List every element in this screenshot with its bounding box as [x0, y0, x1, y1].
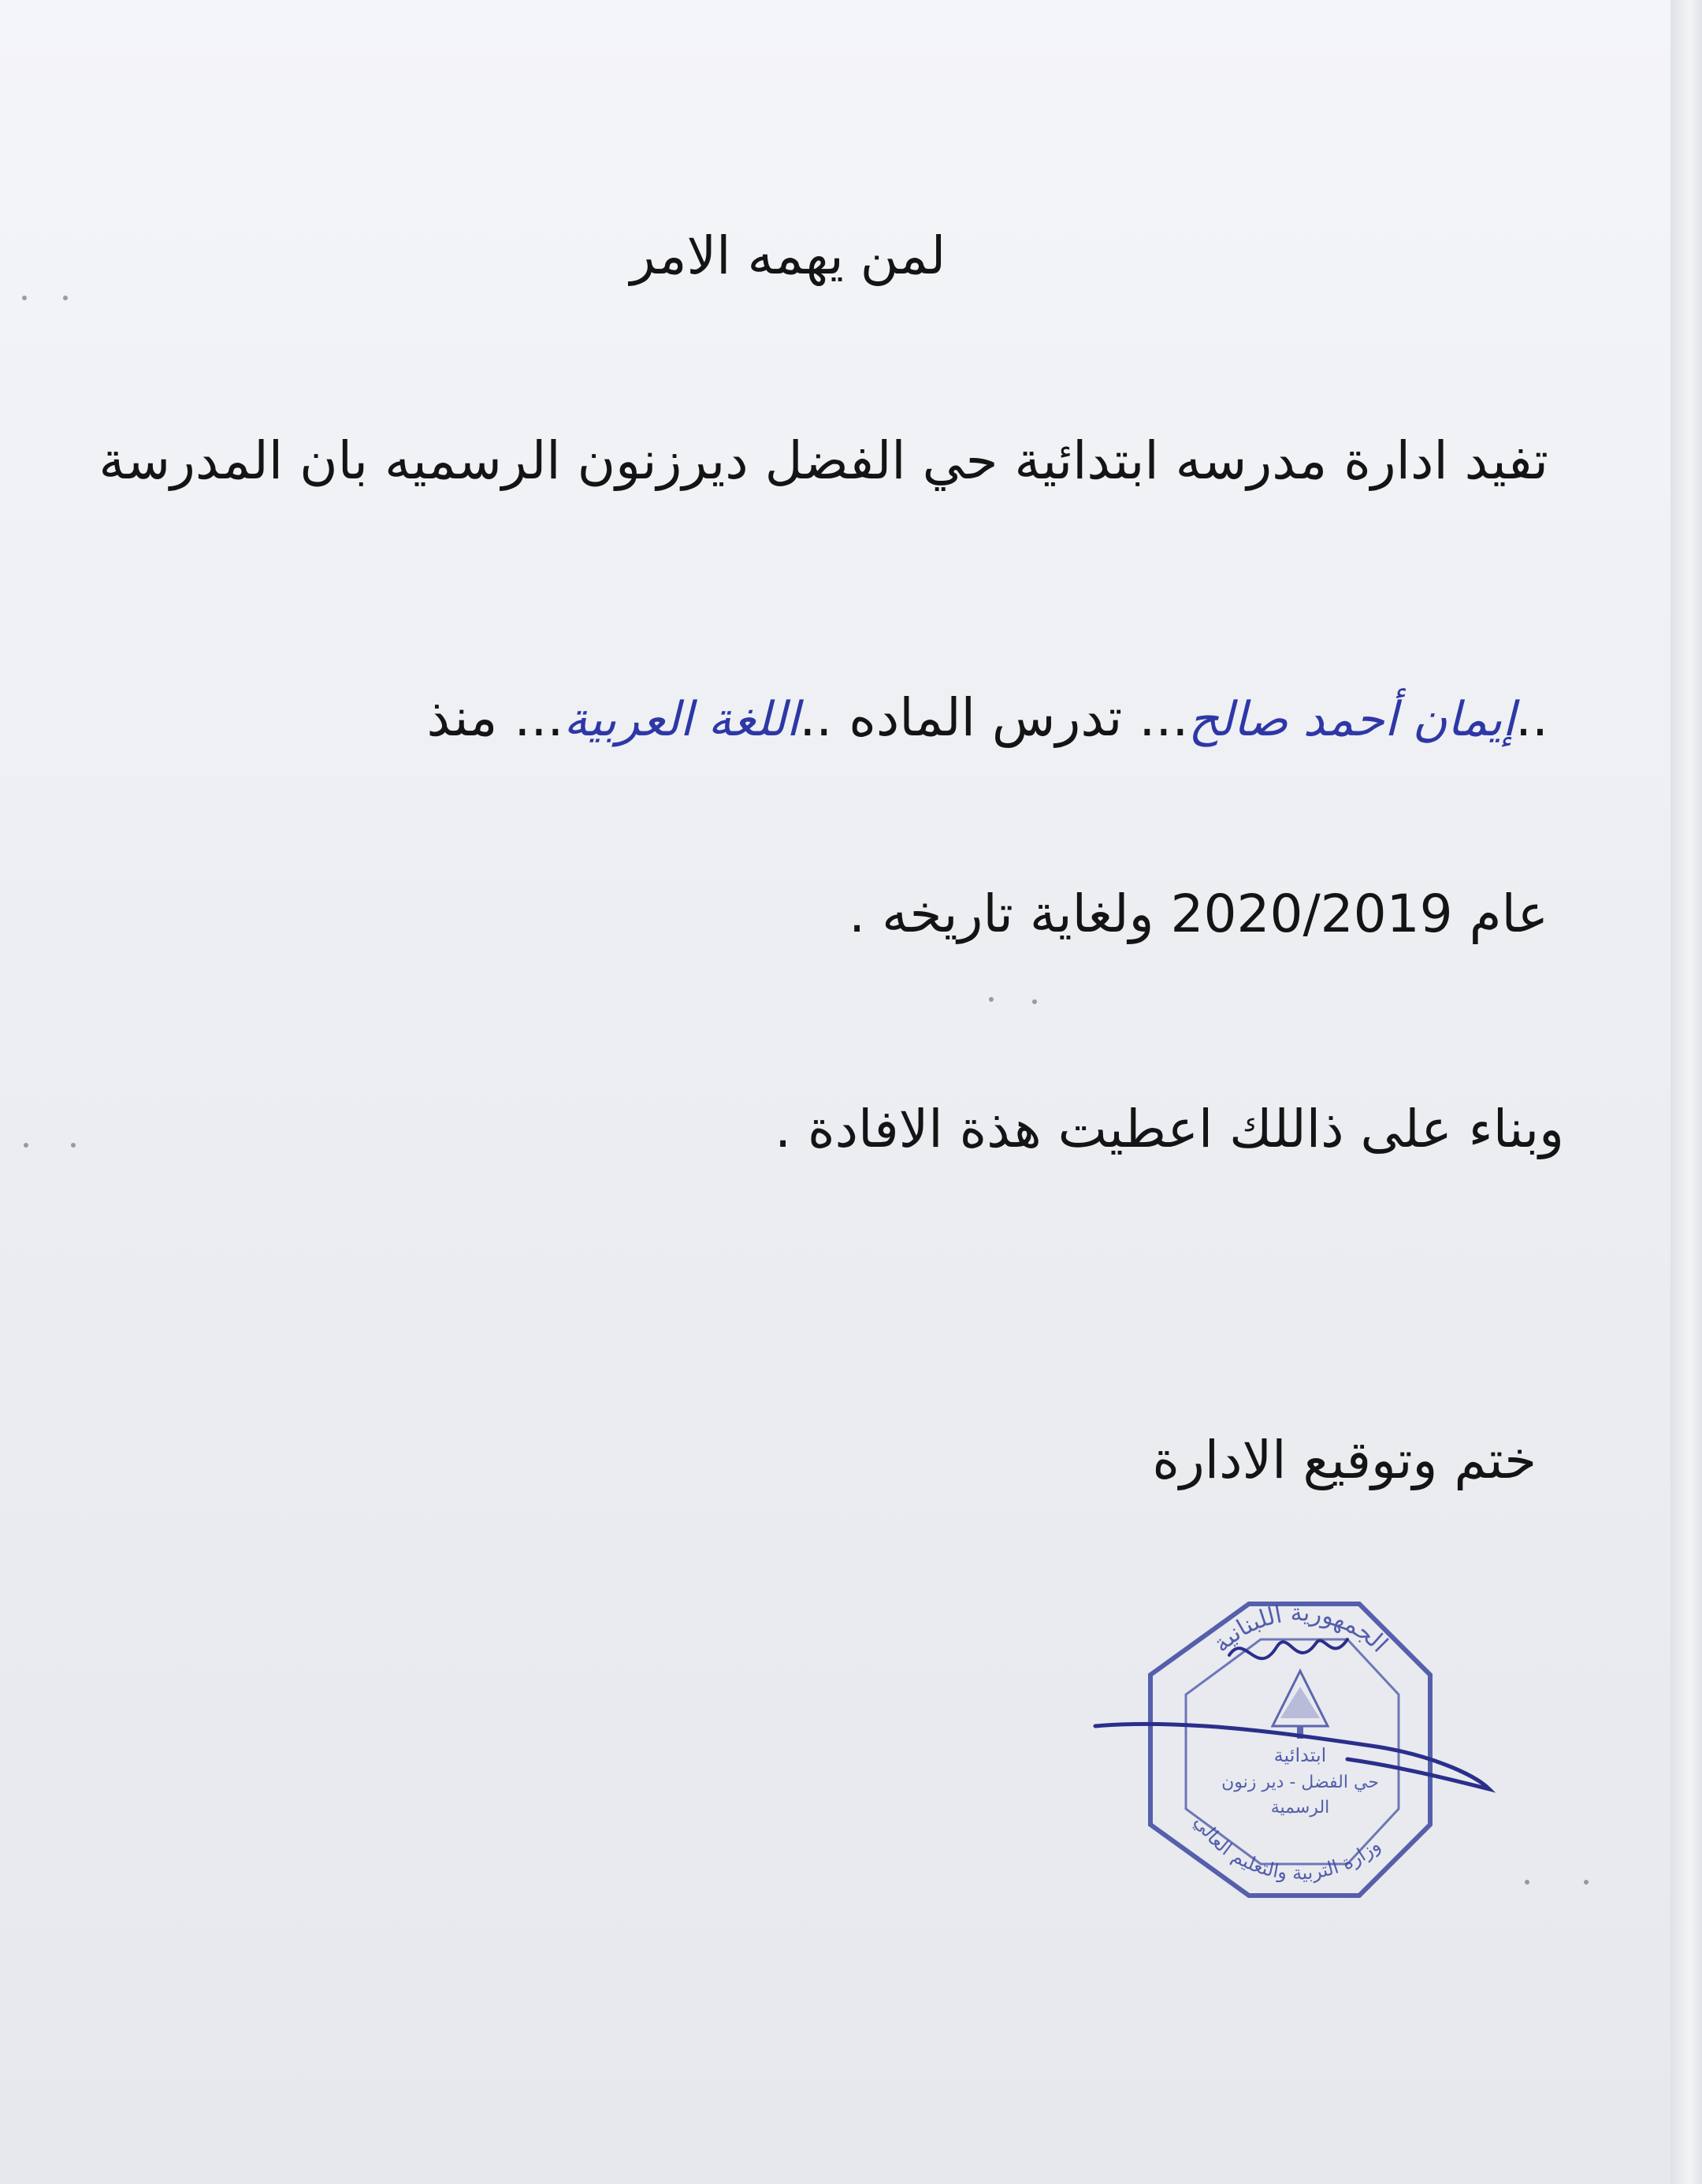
stamp-top-arc: الجمهورية اللبنانية: [1207, 1598, 1393, 1658]
stamp-line-1: ابتدائية: [1273, 1744, 1327, 1766]
body-line-4: وبناء على ذاللك اعطيت هذة الافادة .: [775, 1099, 1564, 1159]
stamp-line-2: حي الفضل - دير زنون: [1221, 1773, 1379, 1792]
speck: [1032, 999, 1037, 1004]
letter-heading: لمن يهمه الامر: [630, 225, 946, 286]
speck: [989, 997, 994, 1002]
speck: [1525, 1880, 1529, 1884]
speck: [24, 1143, 28, 1148]
body-line-2-mid: ... تدرس الماده ..: [799, 687, 1189, 748]
school-stamp: [1087, 1584, 1497, 1923]
body-line-1: تفيد ادارة مدرسه ابتدائية حي الفضل ديرزنون الرسميه بان المدرسة: [98, 430, 1548, 491]
paper-edge: [1670, 0, 1702, 2184]
speck: [22, 296, 27, 300]
cedar-tree-icon: [1273, 1671, 1328, 1739]
stamp-bottom-arc: وزارة التربية والتعليم العالي: [1189, 1811, 1385, 1884]
speck: [1584, 1880, 1589, 1884]
speck: [71, 1143, 76, 1148]
teacher-name-handwritten: إيمان أحمد صالح: [1188, 692, 1516, 747]
stamp-line-3: الرسمية: [1270, 1798, 1330, 1818]
body-line-2-prefix: ..: [1515, 687, 1548, 748]
body-line-2-suffix: ... منذ: [426, 687, 564, 748]
body-line-2: [426, 687, 1549, 748]
subject-handwritten: اللغة العربية: [563, 692, 800, 747]
body-line-3: عام 2020/2019 ولغاية تاريخه .: [849, 884, 1548, 944]
signature-caption: ختم وتوقيع الادارة: [1152, 1430, 1537, 1490]
speck: [63, 296, 68, 300]
